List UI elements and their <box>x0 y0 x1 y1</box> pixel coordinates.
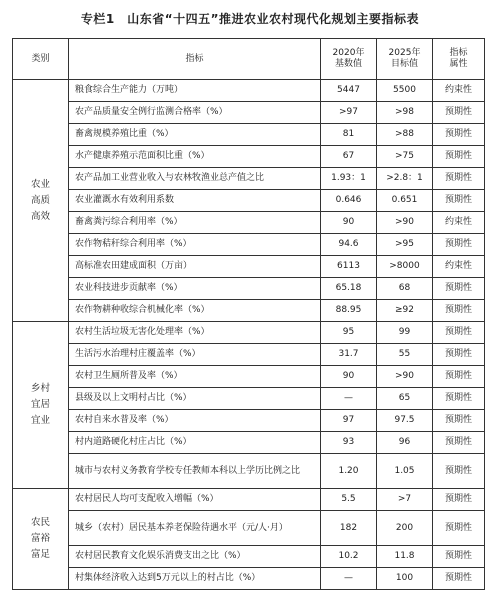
indicator-table <box>12 38 485 590</box>
table-row <box>13 146 485 168</box>
attribute-cell: 预期性 <box>433 410 485 432</box>
attribute-cell: 预期性 <box>433 388 485 410</box>
base-value-cell: 6113 <box>321 256 377 278</box>
base-value-cell: 65.18 <box>321 278 377 300</box>
target-value-cell: >7 <box>377 489 433 511</box>
target-value-cell: >2.8：1 <box>377 168 433 190</box>
attribute-cell: 约束性 <box>433 212 485 234</box>
attribute-cell: 预期性 <box>433 366 485 388</box>
attribute-cell: 约束性 <box>433 80 485 102</box>
attribute-cell: 预期性 <box>433 322 485 344</box>
base-value-cell: 5.5 <box>321 489 377 511</box>
header-target-2025: 2025年 目标值 <box>377 39 433 80</box>
category-cell: 农业 高质 高效 <box>13 80 69 322</box>
target-value-cell: 100 <box>377 568 433 590</box>
indicator-cell: 村内道路硬化村庄占比（%） <box>69 432 321 454</box>
table-row <box>13 80 485 102</box>
attribute-cell: 预期性 <box>433 511 485 546</box>
attribute-cell: 预期性 <box>433 168 485 190</box>
table-row <box>13 124 485 146</box>
table-row <box>13 432 485 454</box>
indicator-cell: 农产品加工业营业收入与农林牧渔业总产值之比 <box>69 168 321 190</box>
category-cell: 乡村 宜居 宜业 <box>13 322 69 489</box>
attribute-cell: 预期性 <box>433 344 485 366</box>
target-value-cell: 5500 <box>377 80 433 102</box>
table-row <box>13 278 485 300</box>
attribute-cell: 预期性 <box>433 234 485 256</box>
base-value-cell: 95 <box>321 322 377 344</box>
indicator-cell: 粮食综合生产能力（万吨） <box>69 80 321 102</box>
category-cell: 农民 富裕 富足 <box>13 489 69 590</box>
base-value-cell: 182 <box>321 511 377 546</box>
target-value-cell: 96 <box>377 432 433 454</box>
base-value-cell: 10.2 <box>321 546 377 568</box>
table-row <box>13 546 485 568</box>
table-row <box>13 410 485 432</box>
target-value-cell: >95 <box>377 234 433 256</box>
indicator-cell: 农作物耕种收综合机械化率（%） <box>69 300 321 322</box>
table-row <box>13 344 485 366</box>
base-value-cell: 31.7 <box>321 344 377 366</box>
indicator-cell: 农作物秸秆综合利用率（%） <box>69 234 321 256</box>
base-value-cell: — <box>321 388 377 410</box>
base-value-cell: — <box>321 568 377 590</box>
attribute-cell: 预期性 <box>433 124 485 146</box>
target-value-cell: ≥92 <box>377 300 433 322</box>
header-row <box>13 39 485 80</box>
table-row <box>13 489 485 511</box>
indicator-cell: 农村卫生厕所普及率（%） <box>69 366 321 388</box>
table-row <box>13 300 485 322</box>
header-attribute: 指标 属性 <box>433 39 485 80</box>
attribute-cell: 预期性 <box>433 146 485 168</box>
indicator-cell: 农业灌溉水有效利用系数 <box>69 190 321 212</box>
table-title: 专栏1 山东省“十四五”推进农业农村现代化规划主要指标表 <box>80 12 420 26</box>
base-value-cell: 1.20 <box>321 454 377 489</box>
attribute-cell: 预期性 <box>433 546 485 568</box>
attribute-cell: 预期性 <box>433 278 485 300</box>
table-row <box>13 366 485 388</box>
target-value-cell: >90 <box>377 212 433 234</box>
base-value-cell: 5447 <box>321 80 377 102</box>
table-row <box>13 234 485 256</box>
table-row <box>13 322 485 344</box>
target-value-cell: 200 <box>377 511 433 546</box>
table-row <box>13 190 485 212</box>
table-row <box>13 454 485 489</box>
header-indicator: 指标 <box>69 39 321 80</box>
target-value-cell: 97.5 <box>377 410 433 432</box>
indicator-cell: 农村居民教育文化娱乐消费支出之比（%） <box>69 546 321 568</box>
base-value-cell: 93 <box>321 432 377 454</box>
indicator-cell: 城市与农村义务教育学校专任教师本科以上学历比例之比 <box>69 454 321 489</box>
target-value-cell: >8000 <box>377 256 433 278</box>
table-row <box>13 168 485 190</box>
table-row <box>13 388 485 410</box>
base-value-cell: 90 <box>321 366 377 388</box>
indicator-cell: 村集体经济收入达到5万元以上的村占比（%） <box>69 568 321 590</box>
target-value-cell: 99 <box>377 322 433 344</box>
target-value-cell: >98 <box>377 102 433 124</box>
attribute-cell: 预期性 <box>433 432 485 454</box>
indicator-cell: 农村自来水普及率（%） <box>69 410 321 432</box>
indicator-cell: 水产健康养殖示范面积比重（%） <box>69 146 321 168</box>
table-row <box>13 102 485 124</box>
indicator-cell: 高标准农田建成面积（万亩） <box>69 256 321 278</box>
indicator-cell: 农产品质量安全例行监测合格率（%） <box>69 102 321 124</box>
base-value-cell: 81 <box>321 124 377 146</box>
attribute-cell: 预期性 <box>433 102 485 124</box>
indicator-cell: 县级及以上文明村占比（%） <box>69 388 321 410</box>
indicator-cell: 城乡（农村）居民基本养老保险待遇水平（元/人·月） <box>69 511 321 546</box>
table-row <box>13 256 485 278</box>
target-value-cell: 0.651 <box>377 190 433 212</box>
indicator-cell: 畜禽规模养殖比重（%） <box>69 124 321 146</box>
base-value-cell: 94.6 <box>321 234 377 256</box>
table-body <box>13 80 485 590</box>
base-value-cell: 97 <box>321 410 377 432</box>
base-value-cell: 90 <box>321 212 377 234</box>
table-row <box>13 212 485 234</box>
attribute-cell: 预期性 <box>433 489 485 511</box>
target-value-cell: >88 <box>377 124 433 146</box>
attribute-cell: 预期性 <box>433 568 485 590</box>
indicator-cell: 生活污水治理村庄覆盖率（%） <box>69 344 321 366</box>
target-value-cell: 65 <box>377 388 433 410</box>
attribute-cell: 约束性 <box>433 256 485 278</box>
indicator-cell: 农业科技进步贡献率（%） <box>69 278 321 300</box>
header-base-2020: 2020年 基数值 <box>321 39 377 80</box>
base-value-cell: 67 <box>321 146 377 168</box>
target-value-cell: 55 <box>377 344 433 366</box>
attribute-cell: 预期性 <box>433 454 485 489</box>
attribute-cell: 预期性 <box>433 300 485 322</box>
header-category: 类别 <box>13 39 69 80</box>
table-row <box>13 511 485 546</box>
base-value-cell: 0.646 <box>321 190 377 212</box>
target-value-cell: 11.8 <box>377 546 433 568</box>
target-value-cell: >75 <box>377 146 433 168</box>
target-value-cell: 1.05 <box>377 454 433 489</box>
base-value-cell: 88.95 <box>321 300 377 322</box>
attribute-cell: 预期性 <box>433 190 485 212</box>
indicator-cell: 农村生活垃圾无害化处理率（%） <box>69 322 321 344</box>
target-value-cell: 68 <box>377 278 433 300</box>
base-value-cell: 1.93：1 <box>321 168 377 190</box>
indicator-cell: 畜禽粪污综合利用率（%） <box>69 212 321 234</box>
table-row <box>13 568 485 590</box>
base-value-cell: >97 <box>321 102 377 124</box>
indicator-cell: 农村居民人均可支配收入增幅（%） <box>69 489 321 511</box>
target-value-cell: >90 <box>377 366 433 388</box>
